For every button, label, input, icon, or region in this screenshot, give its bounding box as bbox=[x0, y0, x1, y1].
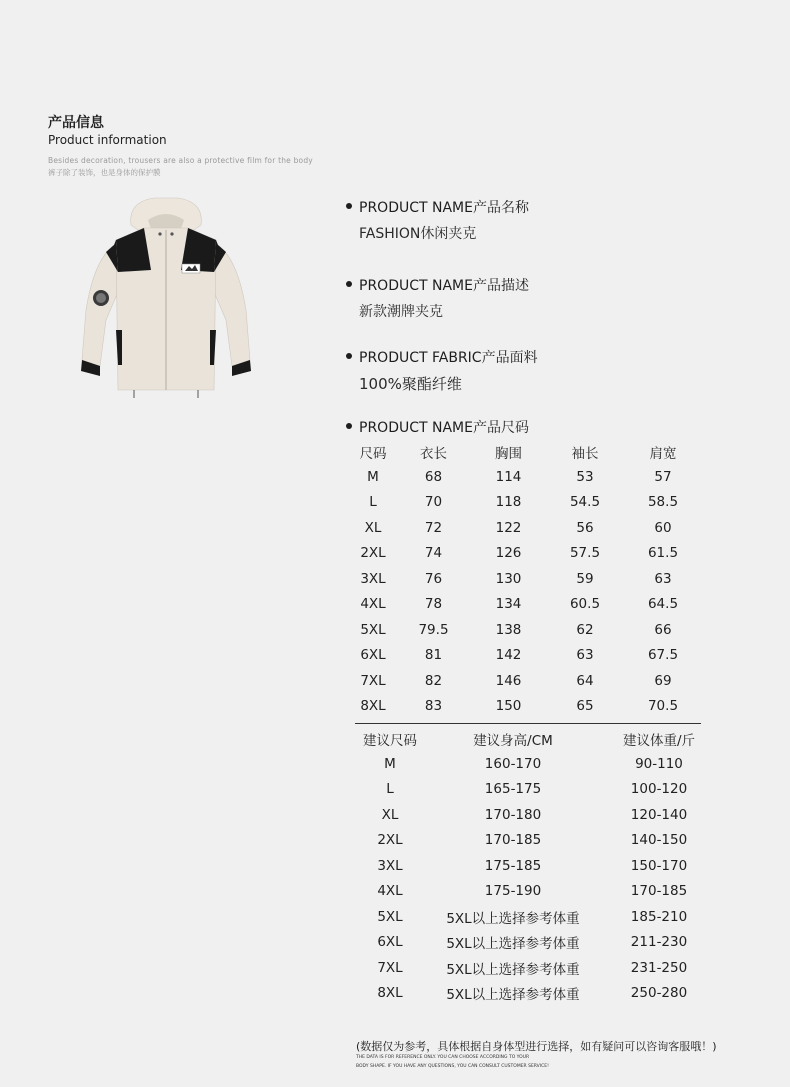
table-row bbox=[350, 879, 722, 905]
table-cell: 79.5 bbox=[418, 621, 449, 638]
table-cell: 2XL bbox=[377, 832, 403, 849]
jacket-product-image bbox=[76, 190, 256, 400]
table-cell: 67.5 bbox=[647, 647, 679, 664]
table-cell: 78 bbox=[424, 596, 443, 613]
table-cell: 69 bbox=[654, 672, 672, 689]
table-header-cell: 建议体重/斤 bbox=[622, 733, 696, 749]
table-cell: 120-140 bbox=[630, 806, 688, 823]
disclaimer-fine-line-2: BODY SHAPE. IF YOU HAVE ANY QUESTIONS, YOU CAN CONSULT CUSTOMER SERVICE! bbox=[356, 1064, 549, 1069]
table-row bbox=[350, 904, 722, 930]
table-row bbox=[350, 515, 702, 541]
product-fabric-title: PRODUCT FABRIC产品面料 bbox=[359, 350, 538, 366]
table-row bbox=[350, 668, 702, 694]
table-cell: 64 bbox=[576, 672, 594, 689]
table-cell: 63 bbox=[654, 570, 672, 587]
table-cell: 140-150 bbox=[630, 832, 688, 849]
table-row bbox=[350, 566, 702, 592]
table-cell: 5XL以上选择参考体重 bbox=[446, 961, 580, 978]
table-cell: 175-185 bbox=[484, 857, 542, 874]
size-table-header bbox=[350, 440, 702, 464]
table-cell: 76 bbox=[424, 570, 443, 587]
table-cell: 68 bbox=[424, 468, 443, 485]
table-cell: 59 bbox=[576, 570, 594, 587]
bullet-icon bbox=[346, 423, 352, 429]
table-cell: 5XL以上选择参考体重 bbox=[446, 936, 580, 953]
table-cell: 63 bbox=[576, 647, 594, 664]
table-cell: 150-170 bbox=[630, 857, 688, 874]
table-cell: 130 bbox=[495, 570, 522, 587]
table-cell: 122 bbox=[495, 519, 522, 536]
table-cell: 146 bbox=[495, 672, 522, 689]
size-table bbox=[350, 440, 702, 719]
table-cell: 81 bbox=[424, 647, 443, 664]
table-cell: 160-170 bbox=[484, 755, 542, 772]
product-fabric-value: 100%聚酯纤维 bbox=[359, 375, 462, 393]
table-cell: 170-180 bbox=[484, 806, 542, 823]
table-cell: 126 bbox=[495, 545, 522, 562]
table-row bbox=[350, 955, 722, 981]
table-header-cell: 建议尺码 bbox=[363, 733, 417, 749]
product-name-title: PRODUCT NAME产品名称 bbox=[359, 200, 529, 216]
table-cell: 56 bbox=[576, 519, 594, 536]
table-row bbox=[350, 930, 722, 956]
table-cell: 118 bbox=[495, 494, 522, 511]
recommendation-table-header bbox=[350, 727, 722, 751]
table-row bbox=[350, 828, 722, 854]
table-cell: 5XL以上选择参考体重 bbox=[446, 910, 580, 927]
table-divider bbox=[355, 723, 701, 724]
table-cell: 64.5 bbox=[647, 596, 679, 613]
table-cell: 8XL bbox=[360, 698, 386, 715]
table-row bbox=[350, 464, 702, 490]
table-cell: 58.5 bbox=[647, 494, 679, 511]
disclaimer-fine-line-1: THE DATA IS FOR REFERENCE ONLY. YOU CAN CHOOSE ACCORDING TO YOUR bbox=[356, 1055, 530, 1060]
table-cell: 5XL bbox=[377, 908, 403, 925]
table-cell: 74 bbox=[424, 545, 443, 562]
table-row bbox=[350, 643, 702, 669]
table-cell: 250-280 bbox=[630, 985, 688, 1002]
table-row bbox=[350, 802, 722, 828]
table-cell: L bbox=[369, 494, 377, 511]
table-cell: 7XL bbox=[360, 672, 386, 689]
table-header-cell: 尺码 bbox=[359, 446, 387, 462]
table-cell: XL bbox=[364, 519, 382, 536]
table-cell: XL bbox=[381, 806, 399, 823]
product-description-section bbox=[346, 275, 529, 321]
table-cell: 5XL bbox=[360, 621, 386, 638]
table-row bbox=[350, 853, 722, 879]
table-cell: 4XL bbox=[360, 596, 386, 613]
table-cell: 8XL bbox=[377, 985, 403, 1002]
table-cell: M bbox=[384, 755, 396, 772]
bullet-icon bbox=[346, 203, 352, 209]
table-cell: 3XL bbox=[377, 857, 403, 874]
table-row bbox=[350, 592, 702, 618]
table-cell: 61.5 bbox=[647, 545, 679, 562]
table-cell: 70.5 bbox=[647, 698, 679, 715]
table-row bbox=[350, 777, 722, 803]
recommendation-table bbox=[350, 727, 722, 1006]
product-size-section bbox=[346, 417, 529, 437]
table-cell: 3XL bbox=[360, 570, 386, 587]
table-header-cell: 衣长 bbox=[420, 446, 447, 462]
product-size-title: PRODUCT NAME产品尺码 bbox=[359, 420, 529, 436]
table-header-cell: 袖长 bbox=[571, 446, 599, 462]
section-title-en: Product information bbox=[48, 133, 167, 147]
table-cell: 57.5 bbox=[569, 545, 601, 562]
table-cell: 66 bbox=[654, 621, 672, 638]
table-row bbox=[350, 541, 702, 567]
table-cell: 82 bbox=[424, 672, 443, 689]
table-cell: 231-250 bbox=[630, 959, 688, 976]
table-cell: 134 bbox=[495, 596, 522, 613]
table-cell: 57 bbox=[654, 468, 672, 485]
product-name-section bbox=[346, 197, 529, 243]
product-description-title: PRODUCT NAME产品描述 bbox=[359, 278, 529, 294]
table-cell: M bbox=[367, 468, 379, 485]
table-cell: 100-120 bbox=[630, 781, 688, 798]
table-row bbox=[350, 617, 702, 643]
product-fabric-section bbox=[346, 347, 538, 394]
disclaimer-note: (数据仅为参考，具体根据自身体型进行选择，如有疑问可以咨询客服哦！) bbox=[356, 1040, 717, 1053]
table-header-cell: 建议身高/CM bbox=[473, 733, 553, 749]
table-row bbox=[350, 751, 722, 777]
table-cell: 150 bbox=[495, 698, 522, 715]
table-cell: 138 bbox=[495, 621, 522, 638]
subtitle-cn: 裤子除了装饰，也是身体的保护膜 bbox=[48, 168, 161, 177]
table-cell: 7XL bbox=[377, 959, 403, 976]
table-cell: 60.5 bbox=[569, 596, 601, 613]
table-cell: 142 bbox=[495, 647, 522, 664]
table-cell: 54.5 bbox=[569, 494, 601, 511]
bullet-icon bbox=[346, 281, 352, 287]
table-row bbox=[350, 694, 702, 720]
table-header-cell: 肩宽 bbox=[649, 446, 677, 462]
table-cell: 211-230 bbox=[630, 934, 688, 951]
product-name-value: FASHION休闲夹克 bbox=[359, 226, 477, 242]
table-cell: 90-110 bbox=[635, 755, 683, 772]
table-cell: 5XL以上选择参考体重 bbox=[446, 987, 580, 1004]
table-row bbox=[350, 981, 722, 1007]
table-cell: 170-185 bbox=[484, 832, 542, 849]
bullet-icon bbox=[346, 353, 352, 359]
table-cell: 6XL bbox=[360, 647, 386, 664]
product-description-value: 新款潮牌夹克 bbox=[359, 304, 443, 320]
table-header-cell: 胸围 bbox=[495, 446, 522, 462]
table-cell: 70 bbox=[424, 494, 443, 511]
table-cell: 2XL bbox=[360, 545, 386, 562]
table-cell: 65 bbox=[576, 698, 594, 715]
table-cell: 62 bbox=[576, 621, 594, 638]
table-cell: 83 bbox=[424, 698, 443, 715]
table-row bbox=[350, 490, 702, 516]
table-cell: L bbox=[386, 781, 394, 798]
table-cell: 170-185 bbox=[630, 883, 688, 900]
table-cell: 114 bbox=[495, 468, 522, 485]
table-cell: 60 bbox=[654, 519, 672, 536]
table-cell: 6XL bbox=[377, 934, 403, 951]
table-cell: 53 bbox=[576, 468, 594, 485]
subtitle-en: Besides decoration, trousers are also a protective film for the body bbox=[48, 156, 313, 165]
table-cell: 165-175 bbox=[484, 781, 542, 798]
table-cell: 72 bbox=[424, 519, 443, 536]
table-cell: 4XL bbox=[377, 883, 403, 900]
table-cell: 185-210 bbox=[630, 908, 688, 925]
table-cell: 175-190 bbox=[484, 883, 542, 900]
section-title-cn: 产品信息 bbox=[48, 115, 104, 131]
